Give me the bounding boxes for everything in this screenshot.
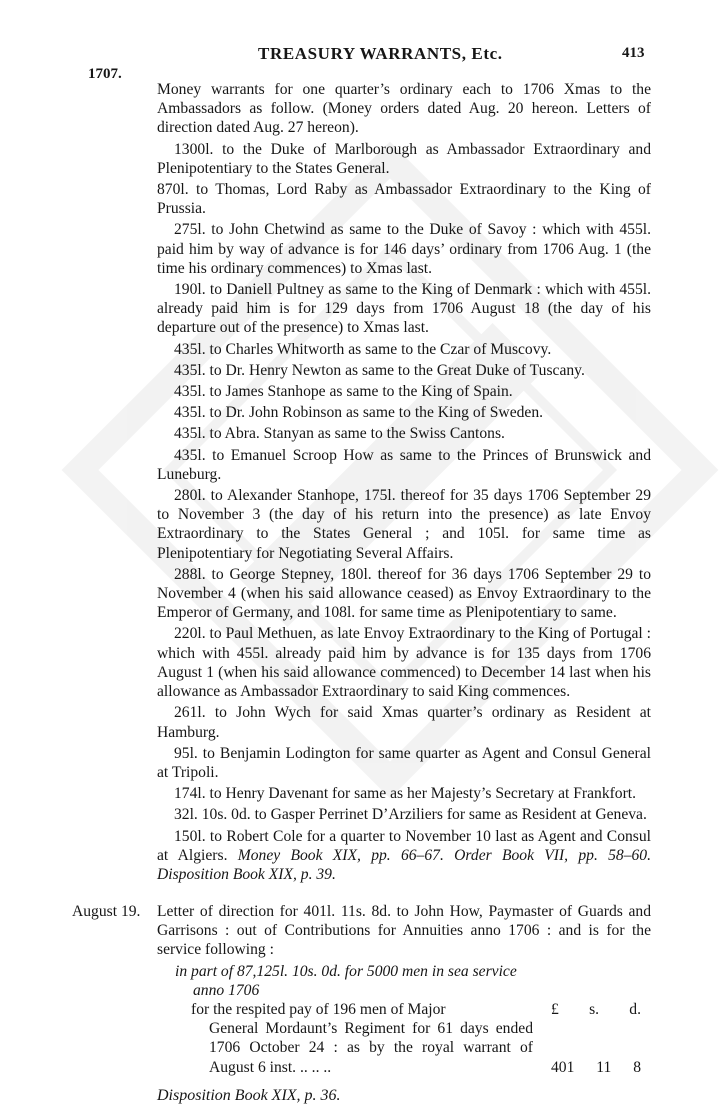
subheading (175, 962, 651, 1000)
warrant-paragraph: 435l. to Abra. Stanyan as same to the Swiss Cantons. (174, 425, 505, 443)
warrant-paragraph: 220l. to Paul Methuen, as late Envoy Extraordinary to the King of Portugal : which with 455l. already paid him by advance is for 135 days from 1706 August 1 (when his said allowance commenced) to December 14 last when his allowance as Ambassador Extraordinary to said King commences. (157, 625, 651, 701)
page-header (0, 44, 722, 66)
warrant-paragraph: 280l. to Alexander Stanhope, 175l. thereof for 35 days 1706 September 29 to November 3 (the day of his return into the presence) as late Envoy Extraordinary to the States General ; and 105l. for same time as Plenipotentiary for Negotiating Several Affairs. (157, 487, 651, 562)
warrant-paragraph: 190l. to Daniell Pultney as same to the King of Denmark : which with 455l. already paid him is for 129 days from 1706 August 18 (the day of his departure out of the presence) to Xmas last. (157, 281, 651, 337)
warrant-paragraph: 435l. to Dr. John Robinson as same to the King of Sweden. (174, 404, 544, 422)
disposition-book-ref: Disposition Book XIX, p. 39. (157, 865, 336, 883)
entry-intro: Money warrants for one quarter’s ordinary each to 1706 Xmas to the Ambassadors as follow. (Money orders dated Aug. 20 hereon. Letters of direction dated Aug. 27 hereon). (157, 81, 651, 137)
pounds-header: £ (551, 1001, 559, 1019)
second-entry-body (157, 902, 651, 1077)
warrant-paragraph: 435l. to James Stanhope as same to the King of Spain. (174, 383, 513, 401)
final-disposition-ref: Disposition Book XIX, p. 36. (157, 1087, 341, 1104)
warrant-text: 150l. to Robert Cole for a quarter to November 10 last as Agent and Consul at Algiers. (157, 827, 651, 864)
service-item-continuation: General Mordaunt’s Regiment for 61 days ended 1706 October 24 : as by the royal warrant of August 6 inst. .. .. .. (209, 1020, 533, 1076)
service-item-text (191, 1000, 533, 1077)
amount-pounds: 401 (551, 1058, 575, 1076)
warrant-paragraph: 435l. to Dr. Henry Newton as same to the Great Duke of Tuscany. (174, 361, 585, 379)
warrant-paragraph: 174l. to Henry Davenant for same as her Majesty’s Secretary at Frankfort. (174, 785, 637, 803)
amount-column (533, 1000, 651, 1077)
order-book-ref: Order Book VII, pp. 58–60. (454, 846, 652, 864)
year-label: 1707. (88, 66, 122, 82)
warrant-paragraph: 275l. to John Chetwind as same to the Duke of Savoy : which with 455l. paid him by way of advance is for 146 days’ ordinary from 1706 Aug. 1 (the time his ordinary commences) to Xmas last. (157, 221, 651, 277)
warrant-paragraph: 435l. to Charles Whitworth as same to the Czar of Muscovy. (174, 340, 552, 358)
main-entry (157, 80, 651, 886)
service-item (191, 1000, 651, 1077)
subheading-line: in part of 87,125l. 10s. 0d. for 5000 men in sea service (175, 962, 517, 980)
running-title: TREASURY WARRANTS, Etc. (258, 44, 503, 63)
entry-date: August 19. (72, 903, 141, 920)
money-book-ref: Money Book XIX, pp. 66–67. (237, 846, 444, 864)
amount-shillings: 11 (596, 1058, 612, 1076)
warrant-paragraph: 261l. to John Wych for said Xmas quarter’s ordinary as Resident at Hamburg. (157, 704, 651, 741)
warrant-paragraph: 95l. to Benjamin Lodington for same quarter as Agent and Consul General at Tripoli. (157, 744, 651, 781)
warrant-paragraph: 870l. to Thomas, Lord Raby as Ambassador Extraordinary to the King of Prussia. (157, 181, 651, 218)
currency-header (533, 1000, 651, 1019)
warrant-paragraph-last (157, 827, 651, 885)
amount-pence: 8 (633, 1058, 641, 1076)
page-number: 413 (622, 45, 645, 61)
warrant-paragraph: 32l. 10s. 0d. to Gasper Perrinet D’Arziliers for same as Resident at Geneva. (174, 806, 647, 824)
warrant-paragraph: 288l. to George Stepney, 180l. thereof for 36 days 1706 September 29 to November 4 (when his said allowance ceased) as Envoy Extraordinary to the Emperor of Germany, and 108l. for same time as Plenipotentiary to same. (157, 565, 651, 622)
amount-values (533, 1058, 651, 1077)
subheading-line: anno 1706 (193, 981, 260, 999)
shillings-header: s. (589, 1001, 600, 1019)
service-item-first-line: for the respited pay of 196 men of Major (191, 1001, 446, 1019)
warrant-paragraph: 435l. to Emanuel Scroop How as same to the Princes of Brunswick and Luneburg. (157, 446, 651, 483)
pence-header: d. (629, 1001, 641, 1019)
warrant-paragraph: 1300l. to the Duke of Marlborough as Ambassador Extraordinary and Plenipotentiary to the States General. (157, 140, 651, 177)
direction-text: Letter of direction for 401l. 11s. 8d. to John How, Paymaster of Guards and Garrisons : out of Contributions for Annuities anno 1706 : and is for the service following : (157, 903, 651, 959)
